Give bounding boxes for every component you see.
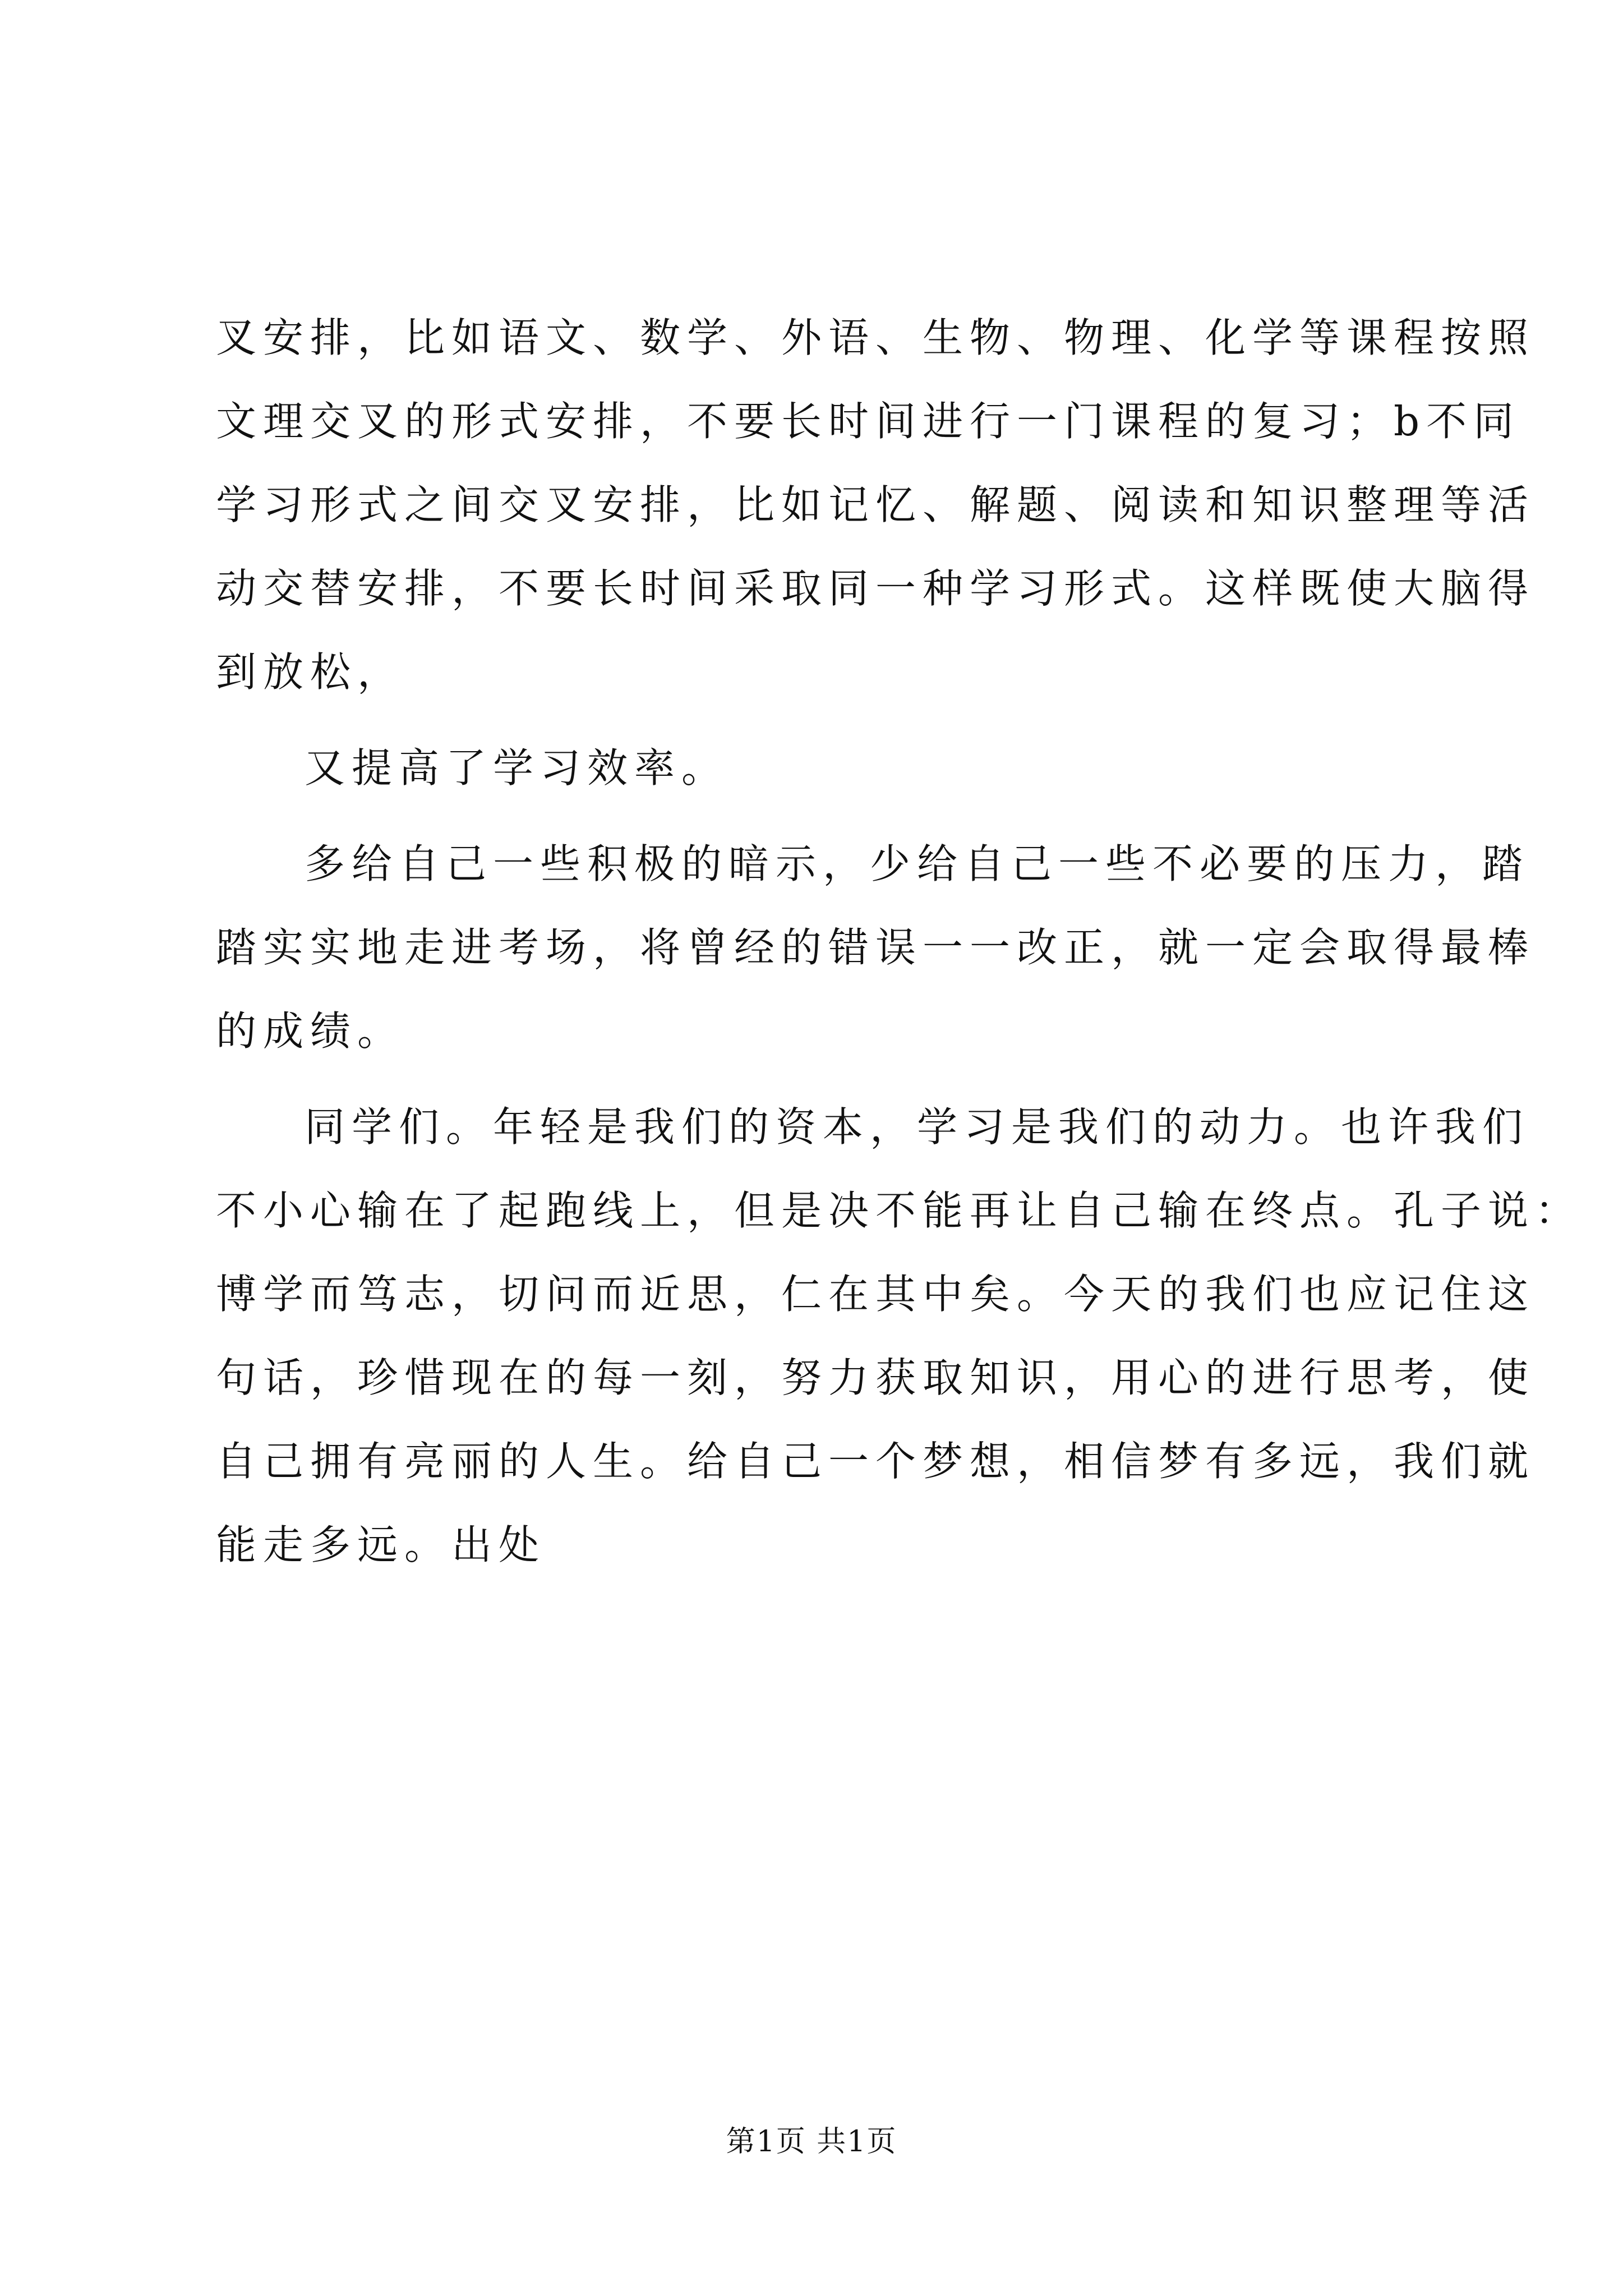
text-line: 踏实实地走进考场，将曾经的错误一一改正，就一定会取得最棒 xyxy=(216,924,1536,971)
paragraph-gap xyxy=(216,714,1410,726)
paragraph-gap xyxy=(216,1073,1410,1085)
text-line: 动交替安排，不要长时间采取同一种学习形式。这样既使大脑得 xyxy=(216,565,1536,612)
page-number-footer: 第1页 共1页 xyxy=(726,2125,897,2159)
document-body xyxy=(216,296,1583,1587)
paragraph-gap xyxy=(216,810,1410,822)
text-line: 同学们。年轻是我们的资本，学习是我们的动力。也许我们 xyxy=(305,1103,1530,1151)
text-line: 又提高了学习效率。 xyxy=(305,744,729,792)
text-line: 到放松， xyxy=(216,648,405,696)
text-line: 自己拥有亮丽的人生。给自己一个梦想，相信梦有多远，我们就 xyxy=(216,1438,1536,1485)
text-line: 句话，珍惜现在的每一刻，努力获取知识，用心的进行思考，使 xyxy=(216,1354,1536,1401)
text-line: 多给自己一些积极的暗示，少给自己一些不必要的压力，踏 xyxy=(305,840,1530,887)
text-line: 文理交叉的形式安排，不要长时间进行一门课程的复习；b不同 xyxy=(216,398,1521,445)
text-line: 的成绩。 xyxy=(216,1007,405,1055)
text-line: 不小心输在了起跑线上，但是决不能再让自己输在终点。孔子说： xyxy=(216,1187,1583,1234)
text-line: 叉安排，比如语文、数学、外语、生物、物理、化学等课程按照 xyxy=(216,314,1536,361)
text-line: 学习形式之间交叉安排，比如记忆、解题、阅读和知识整理等活 xyxy=(216,481,1536,528)
text-line: 能走多远。出处 xyxy=(216,1521,546,1568)
text-line: 博学而笃志，切问而近思，仁在其中矣。今天的我们也应记住这 xyxy=(216,1271,1536,1318)
